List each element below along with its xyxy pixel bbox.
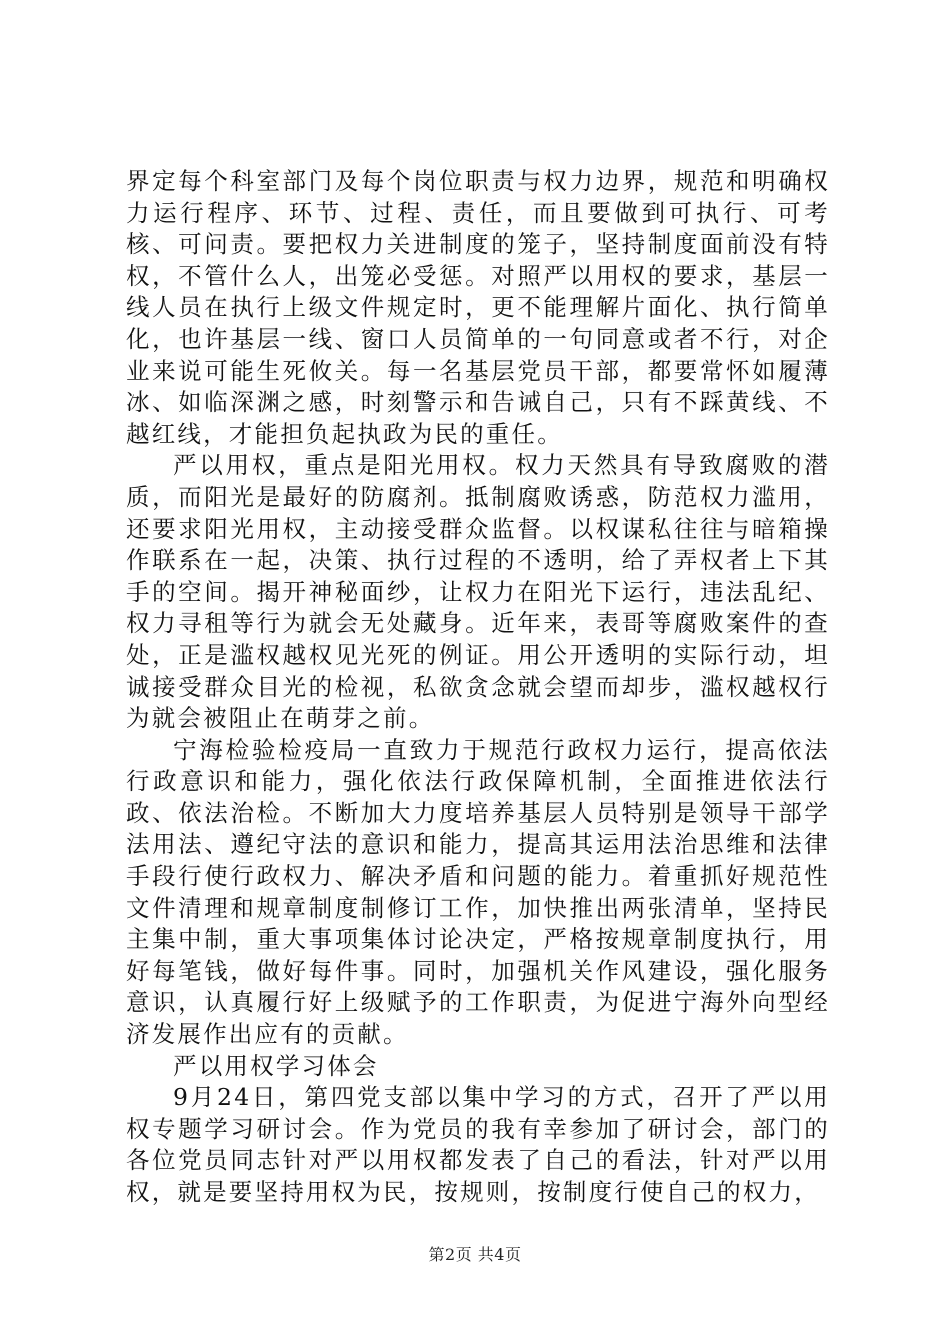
- paragraph-ninghai-bureau: 宁海检验检疫局一直致力于规范行政权力运行，提高依法行政意识和能力，强化依法行政保障机制，全面推进依法行政、依法治检。不断加大力度培养基层人员特别是领导干部学法用法、遵纪守法的意识和能力，提高其运用法治思维和法律手段行使行政权力、解决矛盾和问题的能力。着重抓好规范性文件清理和规章制度制修订工作，加快推出两张清单，坚持民主集中制，重大事项集体讨论决定，严格按规章制度执行，用好每笔钱，做好每件事。同时，加强机关作风建设，强化服务意识，认真履行好上级赋予的工作职责，为促进宁海外向型经济发展作出应有的贡献。: [126, 735, 830, 1049]
- paragraph-continuation: 界定每个科室部门及每个岗位职责与权力边界，规范和明确权力运行程序、环节、过程、责任，而且要做到可执行、可考核、可问责。要把权力关进制度的笼子，坚持制度面前没有特权，不管什么人，出笼必受惩。对照严以用权的要求，基层一线人员在执行上级文件规定时，更不能理解片面化、执行简单化，也许基层一线、窗口人员简单的一句同意或者不行，对企业来说可能生死攸关。每一名基层党员干部，都要常怀如履薄冰、如临深渊之感，时刻警示和告诫自己，只有不踩黄线、不越红线，才能担负起执政为民的重任。: [126, 167, 830, 448]
- paragraph-sunshine-power: 严以用权，重点是阳光用权。权力天然具有导致腐败的潜质，而阳光是最好的防腐剂。抵制腐败诱惑，防范权力滥用，还要求阳光用权，主动接受群众监督。以权谋私往往与暗箱操作联系在一起，决策、执行过程的不透明，给了弄权者上下其手的空间。揭开神秘面纱，让权力在阳光下运行，违法乱纪、权力寻租等行为就会无处藏身。近年来，表哥等腐败案件的查处，正是滥权越权见光死的例证。用公开透明的实际行动，坦诚接受群众目光的检视，私欲贪念就会望而却步，滥权越权行为就会被阻止在萌芽之前。: [126, 451, 830, 733]
- document-body: [126, 166, 830, 1209]
- page-number-footer: 第2页 共4页: [428, 1245, 522, 1264]
- section-heading: 严以用权学习体会: [173, 1051, 379, 1080]
- paragraph-seminar: 9月24日，第四党支部以集中学习的方式，召开了严以用权专题学习研讨会。作为党员的我有幸参加了研讨会，部门的各位党员同志针对严以用权都发表了自己的看法，针对严以用权，就是要坚持用权为民，按规则，按制度行使自己的权力，: [126, 1083, 830, 1206]
